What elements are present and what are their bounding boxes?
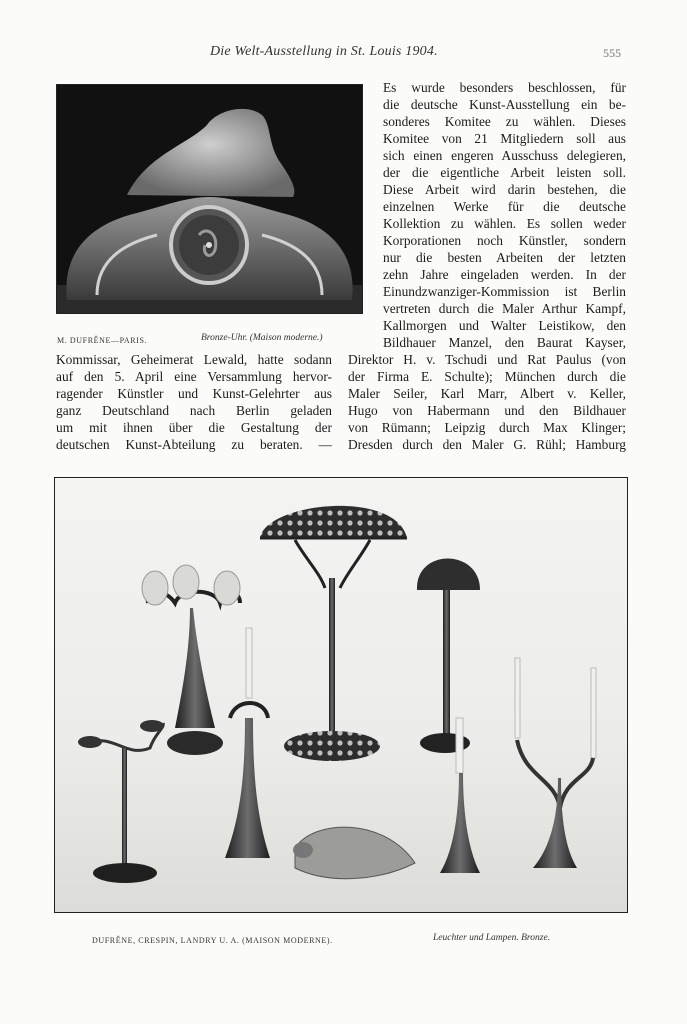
text-line: Kommissar, Geheimerat Lewald, hatte sodann xyxy=(56,352,332,367)
text-line: Hugo von Habermann und den Bildhauer xyxy=(348,403,626,418)
text-line: deutschen Kunst-Abteilung zu beraten. — xyxy=(56,437,332,452)
running-title: Die Welt-Ausstellung in St. Louis 1904. xyxy=(210,44,438,59)
lamps-caption-right: Leuchter und Lampen. Bronze. xyxy=(433,933,551,943)
text-line: zehn Jahre eingeladen werden. In der xyxy=(383,267,626,282)
text-line: einzelnen Werke für die deutsche xyxy=(383,199,626,214)
text-line: die deutsche Kunst-Ausstellung ein be- xyxy=(383,97,626,112)
text-line: Bildhauer Manzel, den Baurat Kayser, xyxy=(383,335,626,350)
text-line: Dresden durch den Maler G. Rühl; Hamburg xyxy=(348,437,626,452)
page-number: 555 xyxy=(603,46,621,60)
text-line: Komitee von 21 Mitgliedern soll aus xyxy=(383,131,626,146)
clock-caption-right: Bronze-Uhr. (Maison moderne.) xyxy=(201,333,323,343)
text-line: vertreten durch die Maler Arthur Kampf, xyxy=(383,301,626,316)
text-line: Direktor H. v. Tschudi und Rat Paulus (von xyxy=(348,352,626,367)
clock-photo xyxy=(56,84,363,314)
lamps-caption-left: DUFRÊNE, CRESPIN, LANDRY U. A. (MAISON MODERNE). xyxy=(92,936,333,945)
text-line: um mit ihnen über die Gestaltung der xyxy=(56,420,332,435)
text-line: nur die besten Arbeiten der letzten xyxy=(383,250,626,265)
text-line: von Rümann; Leipzig durch Max Klinger; xyxy=(348,420,626,435)
text-line: ragender Künstler und Kunst-Gelehrter aus xyxy=(56,386,332,401)
text-line: ganz Deutschland nach Berlin geladen xyxy=(56,403,332,418)
lamps-photo xyxy=(54,477,628,913)
clock-caption-left: M. DUFRÊNE—PARIS. xyxy=(57,336,148,345)
text-line: Korporationen noch Künstler, sondern xyxy=(383,233,626,248)
text-line: Maler Seiler, Karl Marr, Albert v. Keller, xyxy=(348,386,626,401)
text-line: Einundzwanziger-Kommission ist Berlin xyxy=(383,284,626,299)
text-line: der Firma E. Schulte); München durch die xyxy=(348,369,626,384)
text-line: auf den 5. April eine Versammlung hervor- xyxy=(56,369,332,384)
text-line: sonderes Komitee zu wählen. Dieses xyxy=(383,114,626,129)
text-line: Kollektion zu wählen. Es sollen weder xyxy=(383,216,626,231)
text-line: Kallmorgen und Walter Leistikow, den xyxy=(383,318,626,333)
text-line: Es wurde besonders beschlossen, für xyxy=(383,80,626,95)
text-line: der die eigentliche Arbeit leisten soll. xyxy=(383,165,626,180)
text-line: Diese Arbeit wird darin bestehen, die xyxy=(383,182,626,197)
text-line: sich einen engeren Ausschuss delegieren, xyxy=(383,148,626,163)
